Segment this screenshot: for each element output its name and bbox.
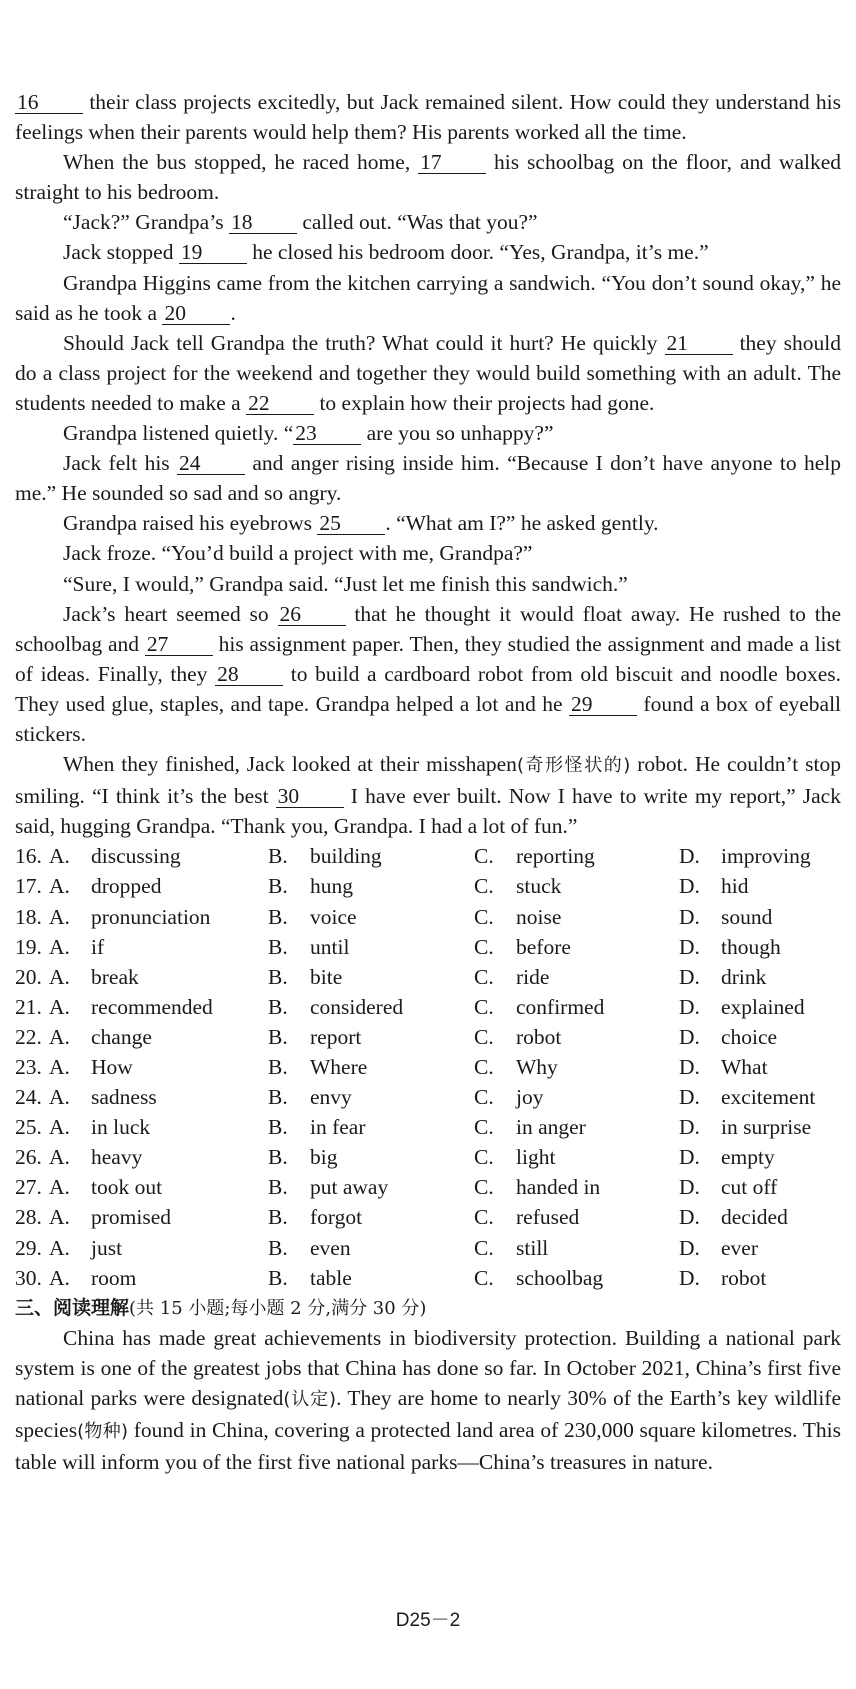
answer-blank: 29 [569,693,637,716]
option-text: took out [91,1175,163,1200]
option-letter: A. [49,1205,70,1230]
option-choice [474,992,679,1022]
option-text: in luck [91,1115,151,1140]
passage-text: Grandpa Higgins came from the kitchen carrying a sandwich. “You don’t sound okay,” he said as he took a [15,270,841,325]
option-letter: B. [268,1265,288,1290]
answer-blank: 17 [418,151,486,174]
option-text: change [91,1024,152,1049]
passage-text: “Jack?” Grandpa’s [63,210,229,235]
option-choice [679,1022,839,1052]
option-text: voice [310,904,357,929]
option-choice [49,1082,268,1112]
option-text: ever [721,1235,758,1260]
answer-blank: 27 [145,633,213,656]
option-choice [474,1082,679,1112]
passage-paragraph [15,237,841,267]
answer-blank: 16 [15,91,83,114]
option-choice [268,1052,474,1082]
option-letter: B. [268,934,288,959]
option-letter: A. [49,844,70,869]
passage-paragraph [15,569,841,599]
answer-blank: 30 [276,785,344,808]
passage-text: Jack froze. “You’d build a project with me, Grandpa?” [63,541,533,566]
option-choice [679,962,839,992]
option-choice [49,992,268,1022]
passage-text: I have ever built. Now I have to write my report,” Jack said, hugging Grandpa. “Thank you, Grandpa. I had a lot of fun.” [15,784,841,839]
passage-text: his schoolbag on the floor, and walked straight to his bedroom. [15,150,842,205]
chinese-gloss: (奇形怪状的) [516,755,631,777]
option-letter: D. [679,874,700,899]
passage-text: Grandpa raised his eyebrows [63,511,318,536]
option-text: robot [721,1265,767,1290]
option-choice [474,841,679,871]
passage-text: to explain how their projects had gone. [314,390,655,415]
option-text: break [91,964,139,989]
question-row [15,841,841,871]
option-choice [679,1082,839,1112]
question-number: 24. [15,1085,42,1110]
option-choice [49,1142,268,1172]
option-choice [679,1172,839,1202]
option-text: pronunciation [91,904,211,929]
option-text: envy [310,1085,352,1110]
section-heading [15,1293,841,1323]
option-letter: A. [49,994,70,1019]
option-text: hung [310,874,353,899]
passage-text: called out. “Was that you?” [296,210,538,235]
option-text: discussing [91,844,181,869]
option-text: until [310,934,350,959]
question-row [15,1202,841,1232]
option-choice [679,871,839,901]
option-choice [268,1233,474,1263]
passage-paragraph [15,599,841,749]
option-choice [474,1263,679,1293]
answer-blank: 26 [278,603,346,626]
passage-paragraph [15,448,841,508]
option-choice [268,932,474,962]
question-row [15,1052,841,1082]
passage-text: robot. He couldn’t stop smiling. “I think it’s the best [15,752,842,809]
passage-text: are you so unhappy?” [361,421,554,446]
question-number: 29. [15,1235,42,1260]
option-text: noise [516,904,562,929]
passage-text: Should Jack tell Grandpa the truth? What could it hurt? He quickly [63,330,665,355]
passage-text: found a box of eyeball stickers. [15,691,842,746]
option-choice [49,962,268,992]
option-letter: D. [679,934,700,959]
passage-paragraph [15,508,841,538]
passage-text: . They are home to nearly 30% of the Earth’s key wildlife species [15,1386,841,1443]
option-text: table [310,1265,352,1290]
option-letter: A. [49,1175,70,1200]
option-choice [679,1142,839,1172]
option-text: dropped [91,874,162,899]
option-letter: D. [679,1085,700,1110]
option-letter: C. [474,1115,494,1140]
answer-blank: 19 [179,241,247,264]
option-text: What [721,1055,768,1079]
question-row [15,1082,841,1112]
option-letter: C. [474,1085,494,1110]
option-text: in fear [310,1115,366,1140]
option-letter: C. [474,904,494,929]
section-title: 三、阅读理解 [15,1296,130,1319]
option-choice [49,1022,268,1052]
passage-paragraph [15,268,841,328]
question-number: 16. [15,844,42,869]
option-choice [268,841,474,871]
option-choice [474,932,679,962]
option-letter: D. [679,904,700,929]
option-letter: D. [679,1055,700,1079]
passage-text: found in China, covering a protected land area of 230,000 square kilometres. This table will inform you of the first five national parks—China’s treasures in nature. [15,1418,842,1475]
answer-blank: 28 [215,663,283,686]
option-letter: B. [268,1235,288,1260]
option-letter: B. [268,964,288,989]
option-choice [474,902,679,932]
option-choice [268,902,474,932]
option-text: even [310,1235,351,1260]
option-choice [49,1172,268,1202]
option-letter: C. [474,1205,494,1230]
question-row [15,992,841,1022]
option-text: schoolbag [516,1265,604,1290]
option-letter: C. [474,1265,494,1290]
passage-paragraph [15,207,841,237]
option-letter: B. [268,904,288,929]
option-choice [49,1112,268,1142]
passage-text: to build a cardboard robot from old biscuit and noodle boxes. They used glue, staples, and tape. Grandpa helped a lot and he [15,661,841,716]
passage-text: China has made great achievements in biodiversity protection. Building a national park system is one of the greatest jobs that China has done so far. In October 2021, China’s first five national parks were designated [15,1325,841,1411]
option-letter: C. [474,994,494,1019]
option-choice [268,1082,474,1112]
question-number: 28. [15,1205,42,1230]
option-text: before [516,934,571,959]
option-letter: B. [268,874,288,899]
option-letter: C. [474,874,494,899]
option-letter: D. [679,1205,700,1230]
option-choice [268,1263,474,1293]
option-text: sound [721,904,773,929]
option-letter: B. [268,1024,288,1049]
question-number: 23. [15,1055,42,1079]
option-text: in anger [516,1115,586,1140]
option-text: decided [721,1205,788,1230]
option-text: promised [91,1205,172,1230]
option-text: Where [310,1055,368,1079]
cloze-options [15,841,841,1292]
passage-text: he closed his bedroom door. “Yes, Grandpa, it’s me.” [246,240,709,265]
option-choice [679,992,839,1022]
option-choice [268,1142,474,1172]
option-choice [49,841,268,871]
option-choice [268,1172,474,1202]
answer-blank: 21 [665,332,733,355]
option-choice [679,1233,839,1263]
question-row [15,902,841,932]
option-letter: C. [474,1175,494,1200]
question-number: 27. [15,1175,42,1200]
option-choice [49,1202,268,1232]
option-letter: A. [49,1115,70,1140]
passage-paragraph [15,538,841,568]
option-letter: D. [679,964,700,989]
chinese-gloss: (认定) [283,1389,337,1411]
option-choice [474,962,679,992]
option-choice [49,871,268,901]
passage-text: Jack stopped [63,240,179,265]
option-text: improving [721,844,811,869]
option-letter: A. [49,1145,70,1170]
question-number: 21. [15,994,42,1019]
option-text: handed in [516,1175,601,1200]
passage-text: and anger rising inside him. “Because I don’t have anyone to help me.” He sounded so sad and so angry. [15,451,841,506]
passage-text: Jack felt his [63,451,178,476]
option-choice [474,1142,679,1172]
option-letter: C. [474,964,494,989]
question-row [15,1172,841,1202]
option-text: drink [721,964,767,989]
question-row [15,1022,841,1052]
option-letter: C. [474,1055,494,1079]
passage-text: they should do a class project for the weekend and together they would build something with an adult. The students needed to make a [15,330,841,415]
passage-text: When the bus stopped, he raced home, [63,150,419,175]
option-choice [679,1263,839,1293]
option-text: though [721,934,781,959]
option-letter: B. [268,1115,288,1140]
option-choice [268,1202,474,1232]
option-choice [268,1022,474,1052]
option-letter: B. [268,1055,288,1079]
option-letter: B. [268,1145,288,1170]
option-choice [268,871,474,901]
question-row [15,871,841,901]
option-letter: B. [268,994,288,1019]
option-text: empty [721,1145,775,1170]
option-letter: D. [679,1175,700,1200]
option-letter: C. [474,1235,494,1260]
option-letter: B. [268,1205,288,1230]
option-letter: A. [49,1024,70,1049]
chinese-gloss: (物种) [77,1421,129,1443]
option-text: room [91,1265,137,1290]
option-text: in surprise [721,1115,812,1140]
option-text: building [310,844,382,869]
option-choice [474,1233,679,1263]
option-text: joy [516,1085,544,1110]
passage-paragraph [15,87,841,147]
option-letter: A. [49,1085,70,1110]
cloze-passage [15,87,841,841]
option-choice [474,1112,679,1142]
option-text: report [310,1024,362,1049]
option-text: big [310,1145,338,1170]
question-number: 17. [15,874,42,899]
option-choice [474,1022,679,1052]
option-text: ride [516,964,550,989]
option-choice [268,962,474,992]
worksheet-page [15,87,841,1477]
option-choice [49,1263,268,1293]
passage-paragraph [15,147,841,207]
option-text: hid [721,874,749,899]
option-text: robot [516,1024,562,1049]
option-choice [474,1202,679,1232]
option-letter: C. [474,1024,494,1049]
passage-text: When they finished, Jack looked at their misshapen [63,752,517,777]
option-text: reporting [516,844,595,869]
option-choice [679,841,839,871]
option-letter: D. [679,844,700,869]
question-number: 30. [15,1265,42,1290]
option-choice [474,1172,679,1202]
option-text: light [516,1145,556,1170]
option-text: just [91,1235,123,1260]
option-choice [49,1233,268,1263]
passage-text: their class projects excitedly, but Jack remained silent. How could they understand his feelings when their parents would help them? His parents worked all the time. [15,90,841,145]
answer-blank: 18 [229,211,297,234]
answer-blank: 24 [177,452,245,475]
option-letter: B. [268,844,288,869]
question-row [15,962,841,992]
answer-blank: 22 [246,392,314,415]
option-text: sadness [91,1085,157,1110]
option-letter: C. [474,844,494,869]
option-text: How [91,1055,133,1079]
option-letter: D. [679,994,700,1019]
option-text: still [516,1235,549,1260]
option-letter: C. [474,1145,494,1170]
option-letter: A. [49,1235,70,1260]
option-choice [679,902,839,932]
option-letter: D. [679,1115,700,1140]
option-letter: D. [679,1145,700,1170]
answer-blank: 25 [317,512,385,535]
option-letter: D. [679,1024,700,1049]
page-footer: D25－2 [395,1610,461,1631]
option-text: explained [721,994,805,1019]
passage-text: his assignment paper. Then, they studied the assignment and made a list of ideas. Finally, they [15,631,841,686]
section-note: (共 15 小题;每小题 2 分,满分 30 分) [129,1297,427,1319]
option-text: choice [721,1024,778,1049]
option-text: put away [310,1175,389,1200]
option-text: heavy [91,1145,143,1170]
answer-blank: 20 [162,302,230,325]
question-row [15,1263,841,1293]
passage-text: . “What am I?” he asked gently. [385,511,659,536]
question-number: 19. [15,934,42,959]
option-text: confirmed [516,994,605,1019]
option-letter: A. [49,1265,70,1290]
passage-text: “Sure, I would,” Grandpa said. “Just let me finish this sandwich.” [63,571,628,596]
question-number: 26. [15,1145,42,1170]
question-number: 18. [15,904,42,929]
option-text: refused [516,1205,580,1230]
question-number: 25. [15,1115,42,1140]
passage-paragraph [15,418,841,448]
option-letter: D. [679,1265,700,1290]
passage-text: that he thought it would float away. He rushed to the schoolbag and [15,601,841,656]
question-row [15,1233,841,1263]
option-letter: A. [49,874,70,899]
question-number: 20. [15,964,42,989]
question-number: 22. [15,1024,42,1049]
option-text: Why [516,1055,558,1079]
question-row [15,1142,841,1172]
reading-passage [15,1323,841,1477]
passage-paragraph [15,749,841,841]
option-letter: D. [679,1235,700,1260]
passage-text: . [230,300,236,325]
option-choice [679,1112,839,1142]
option-text: forgot [310,1205,363,1230]
option-choice [268,1112,474,1142]
option-choice [49,1052,268,1082]
option-letter: B. [268,1085,288,1110]
option-choice [474,871,679,901]
passage-text: Jack’s heart seemed so [63,601,278,626]
option-text: bite [310,964,343,989]
option-choice [474,1052,679,1082]
passage-paragraph [15,328,841,418]
option-text: cut off [721,1175,778,1200]
option-letter: A. [49,1055,70,1079]
option-text: considered [310,994,404,1019]
passage-text: Grandpa listened quietly. “ [63,421,294,446]
option-text: stuck [516,874,562,899]
option-letter: A. [49,964,70,989]
question-row [15,1112,841,1142]
option-choice [679,932,839,962]
answer-blank: 23 [293,422,361,445]
option-choice [679,1202,839,1232]
option-text: recommended [91,994,213,1019]
question-row [15,932,841,962]
option-letter: A. [49,934,70,959]
option-text: excitement [721,1085,816,1110]
option-choice [679,1052,839,1082]
option-letter: B. [268,1175,288,1200]
option-choice [268,992,474,1022]
option-choice [49,902,268,932]
option-text: if [91,934,105,959]
option-letter: A. [49,904,70,929]
option-letter: C. [474,934,494,959]
option-choice [49,932,268,962]
